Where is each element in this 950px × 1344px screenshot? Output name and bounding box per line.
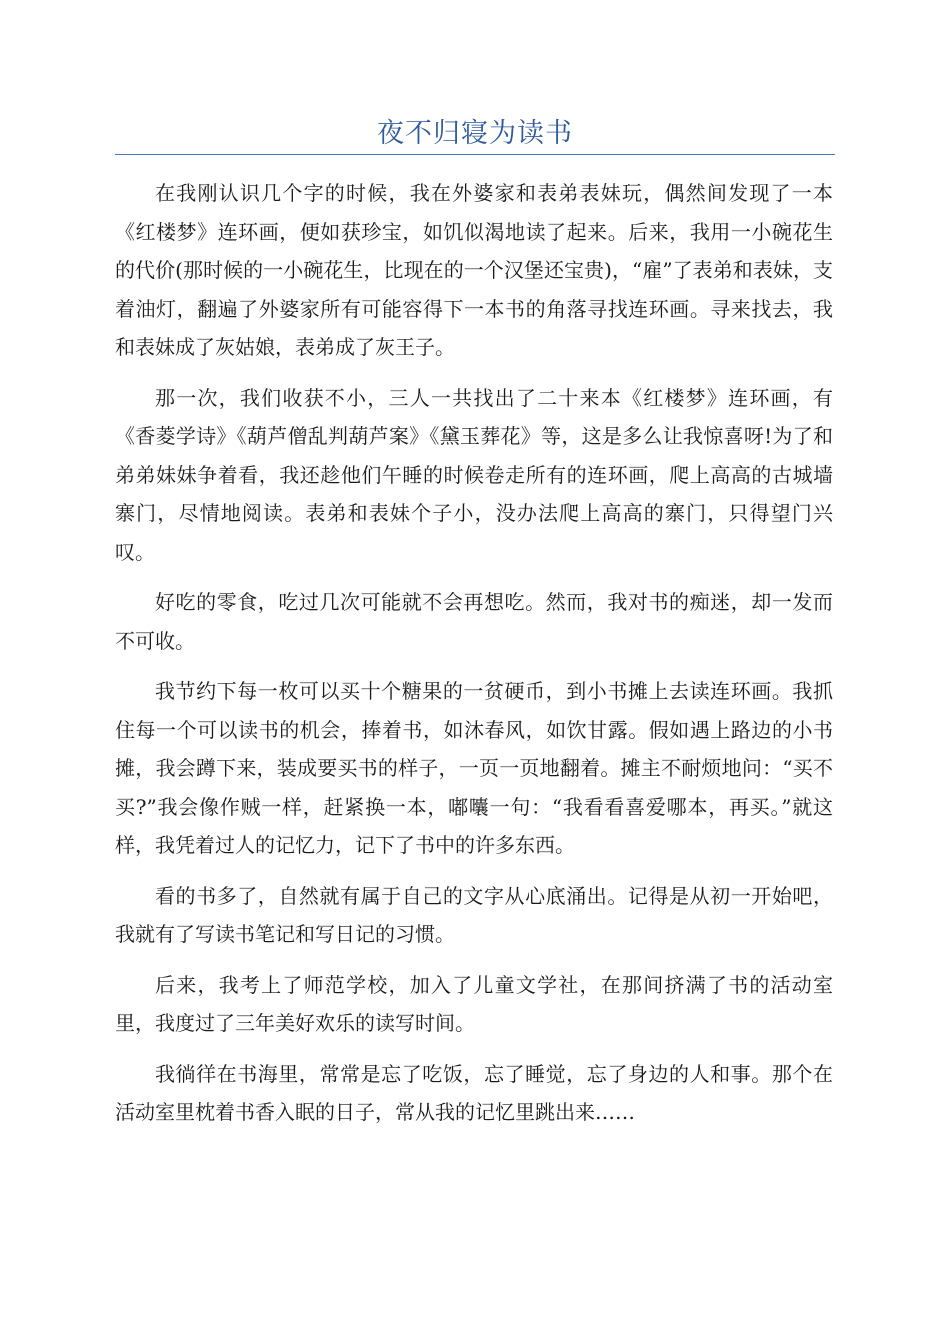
paragraph-7: 我徜徉在书海里，常常是忘了吃饭，忘了睡觉，忘了身边的人和事。那个在活动室里枕着书香入眠的日子，常从我的记忆里跳出来…… [115, 1061, 833, 1124]
paragraph-3: 好吃的零食，吃过几次可能就不会再想吃。然而，我对书的痴迷，却一发而不可收。 [115, 590, 833, 653]
document-body [115, 174, 833, 1144]
paragraph-4: 我节约下每一枚可以买十个糖果的一贫硬币，到小书摊上去读连环画。我抓住每一个可以读书的机会，捧着书，如沐春风，如饮甘露。假如遇上路边的小书摊，我会蹲下来，装成要买书的样子，一页一页地翻着。摊主不耐烦地问：“买不买?”我会像作贼一样，赶紧换一本，嘟囔一句：“我看看喜爱哪本，再买。”就这样，我凭着过人的记忆力，记下了书中的许多东西。 [115, 679, 833, 857]
paragraph-5: 看的书多了，自然就有属于自己的文字从心底涌出。记得是从初一开始吧，我就有了写读书笔记和写日记的习惯。 [115, 883, 833, 946]
paragraph-1: 在我刚认识几个字的时候，我在外婆家和表弟表妹玩，偶然间发现了一本《红楼梦》连环画，便如获珍宝，如饥似渴地读了起来。后来，我用一小碗花生的代价(那时候的一小碗花生，比现在的一个汉堡还宝贵)，“雇”了表弟和表妹，支着油灯，翻遍了外婆家所有可能容得下一本书的角落寻找连环画。寻来找去，我和表妹成了灰姑娘，表弟成了灰王子。 [115, 181, 833, 359]
paragraph-6: 后来，我考上了师范学校，加入了儿童文学社，在那间挤满了书的活动室里，我度过了三年美好欢乐的读写时间。 [115, 972, 833, 1035]
title-underline [115, 154, 835, 155]
document-title: 夜不归寝为读书 [377, 118, 573, 149]
paragraph-2: 那一次，我们收获不小，三人一共找出了二十来本《红楼梦》连环画，有《香菱学诗》《葫芦僧乱判葫芦案》《黛玉葬花》等，这是多么让我惊喜呀!为了和弟弟妹妹争着看，我还趁他们午睡的时候卷走所有的连环画，爬上高高的古城墙寨门，尽情地阅读。表弟和表妹个子小，没办法爬上高高的寨门，只得望门兴叹。 [115, 385, 833, 564]
